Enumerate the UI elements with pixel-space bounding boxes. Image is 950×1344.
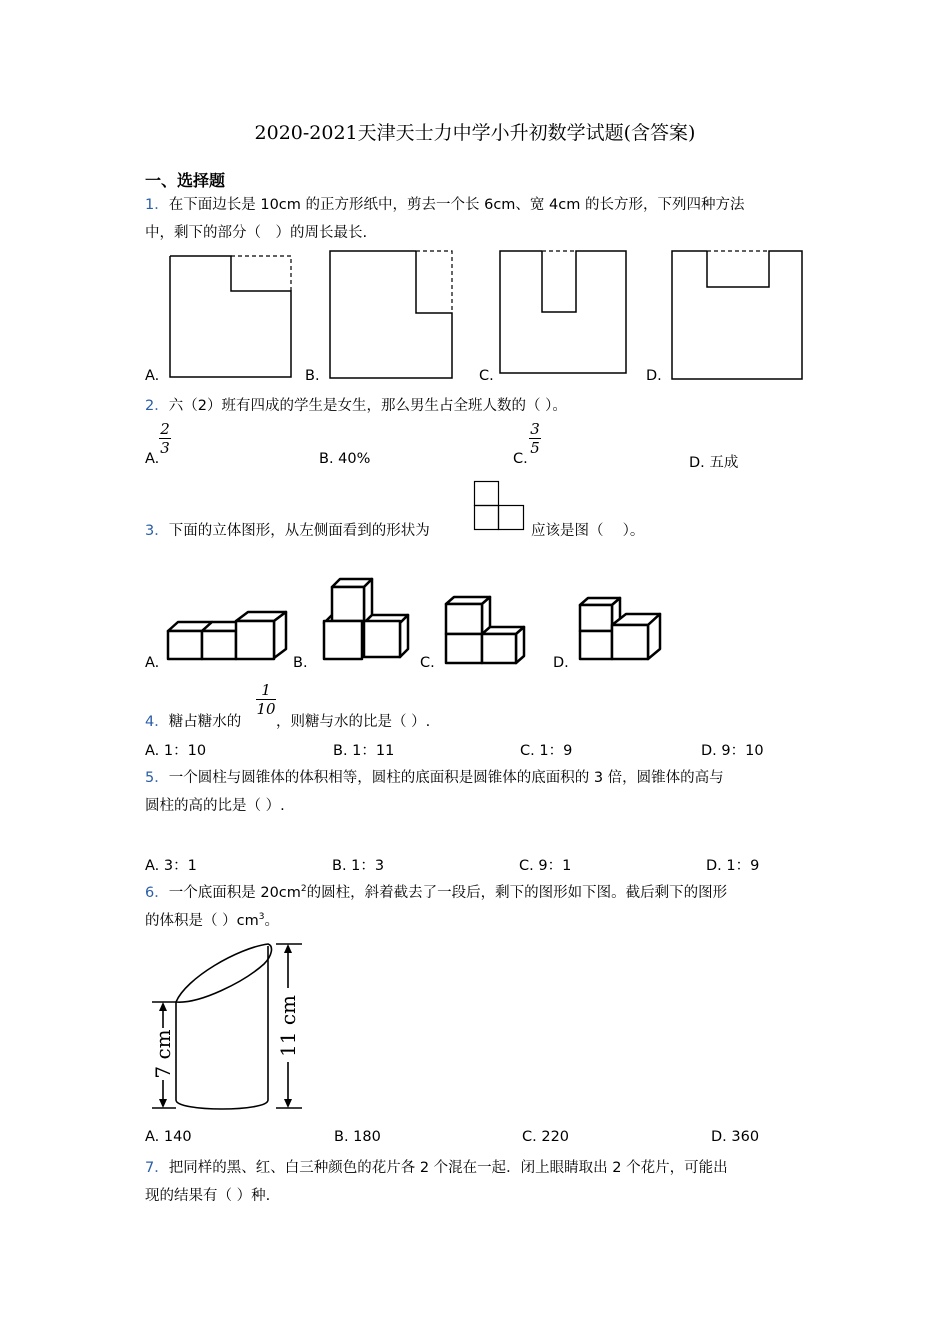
q5-option-d[interactable]: D. 1：9 <box>706 858 760 874</box>
question-1-text: 在下面边长是 10cm 的正方形纸中，剪去一个长 6cm、宽 4cm 的长方形，下列四种方法 <box>168 197 745 213</box>
question-6-text-b: 的圆柱，斜着截去了一段后，剩下的图形如下图。截后剩下的图形 <box>306 885 728 901</box>
q6-option-d[interactable]: D. 360 <box>711 1129 760 1145</box>
q3-figure-d <box>578 595 662 661</box>
q3-figure-c <box>444 594 526 666</box>
question-5-text: 一个圆柱与圆锥体的体积相等，圆柱的底面积是圆锥体的底面积的 3 倍，圆锥体的高与 <box>168 770 724 786</box>
q1-figure-a <box>170 256 292 378</box>
q2-fraction-c <box>529 421 541 456</box>
q1-option-a[interactable]: A. <box>145 368 160 384</box>
question-3-line <box>145 519 430 540</box>
q1-figure-c <box>500 251 628 375</box>
question-4-number: 4． <box>145 714 169 730</box>
question-5-line-1 <box>145 766 810 787</box>
q5-option-b[interactable]: B. 1：3 <box>332 858 385 874</box>
q2-option-d[interactable]: D. 五成 <box>689 455 739 471</box>
question-6-number: 6． <box>145 885 169 901</box>
q3-option-d[interactable]: D. <box>553 655 569 671</box>
question-7-line-2: 现的结果有（ ）种. <box>145 1188 271 1204</box>
q4-fraction-denominator: 10 <box>256 700 276 718</box>
q3-option-b[interactable]: B. <box>293 655 308 671</box>
q4-option-a[interactable]: A. 1：10 <box>145 743 207 759</box>
q3-figure-a <box>166 607 294 665</box>
q4-option-d[interactable]: D. 9：10 <box>701 743 764 759</box>
question-4-text-before: 糖占糖水的 <box>168 714 242 730</box>
q6-option-c[interactable]: C. 220 <box>522 1129 570 1145</box>
q4-option-c[interactable]: C. 1：9 <box>520 743 573 759</box>
q2-fraction-a <box>159 421 171 456</box>
question-6-text-a: 一个底面积是 20cm <box>168 885 301 901</box>
q5-option-a[interactable]: A. 3：1 <box>145 858 197 874</box>
question-6-text-c: 的体积是（ ）cm <box>145 913 259 929</box>
q4-option-b[interactable]: B. 1：11 <box>333 743 395 759</box>
q1-option-d[interactable]: D. <box>646 368 662 384</box>
page-title: 2020-2021天津天士力中学小升初数学试题(含答案) <box>254 122 696 144</box>
q1-option-b[interactable]: B. <box>305 368 320 384</box>
question-3-number: 3． <box>145 523 169 539</box>
question-1-line-2: 中，剩下的部分（ ）的周长最长. <box>145 225 368 241</box>
q1-option-c[interactable]: C. <box>479 368 494 384</box>
q4-fraction-numerator: 1 <box>261 681 271 699</box>
q3-option-a[interactable]: A. <box>145 655 160 671</box>
q3-figure-b <box>322 577 412 661</box>
question-4-line <box>145 710 241 731</box>
question-4-text-after: ，则糖与水的比是（ ）. <box>276 714 431 730</box>
q6-label-11cm: 11 cm <box>276 995 300 1057</box>
q3-side-view-shape <box>474 481 526 531</box>
question-7-line-1 <box>145 1156 810 1177</box>
question-3-text-after: 应该是图（ ）。 <box>531 523 645 539</box>
question-6-line-1 <box>145 881 810 902</box>
question-6-superscript-1: 2 <box>300 884 307 894</box>
q6-cylinder-figure <box>148 938 304 1116</box>
q2-fraction-c-denominator: 5 <box>530 439 540 457</box>
q6-option-b[interactable]: B. 180 <box>334 1129 381 1145</box>
question-5-line-2: 圆柱的高的比是（ ）. <box>145 798 285 814</box>
question-1-number: 1． <box>145 197 169 213</box>
q4-fraction <box>256 682 276 717</box>
question-2-line <box>145 394 810 415</box>
q2-option-b[interactable]: B. 40% <box>319 451 371 467</box>
question-5-number: 5． <box>145 770 169 786</box>
q3-option-c[interactable]: C. <box>420 655 435 671</box>
q2-fraction-a-numerator: 2 <box>160 420 170 438</box>
q2-fraction-c-numerator: 3 <box>530 420 540 438</box>
question-3-text-before: 下面的立体图形，从左侧面看到的形状为 <box>168 523 430 539</box>
question-6-superscript-2: 3 <box>258 912 265 922</box>
q2-option-a[interactable]: A. <box>145 451 160 467</box>
q6-option-a[interactable]: A. 140 <box>145 1129 192 1145</box>
q1-figure-d <box>672 251 804 381</box>
question-1-line-1 <box>145 193 810 214</box>
q2-option-c[interactable]: C. <box>513 451 528 467</box>
question-6-text-d: 。 <box>264 913 279 929</box>
q5-option-c[interactable]: C. 9：1 <box>519 858 572 874</box>
q6-label-7cm: 7 cm <box>151 1029 175 1079</box>
q2-fraction-a-denominator: 3 <box>160 439 170 457</box>
question-2-text: 六（2）班有四成的学生是女生，那么男生占全班人数的（ ）。 <box>168 398 567 414</box>
question-7-text: 把同样的黑、红、白三种颜色的花片各 2 个混在一起．闭上眼睛取出 2 个花片，可能出 <box>168 1160 728 1176</box>
question-2-number: 2． <box>145 398 169 414</box>
section-heading: 一、选择题 <box>145 171 226 190</box>
question-7-number: 7． <box>145 1160 169 1176</box>
question-6-line-2 <box>145 909 810 930</box>
q1-figure-b <box>330 251 454 379</box>
